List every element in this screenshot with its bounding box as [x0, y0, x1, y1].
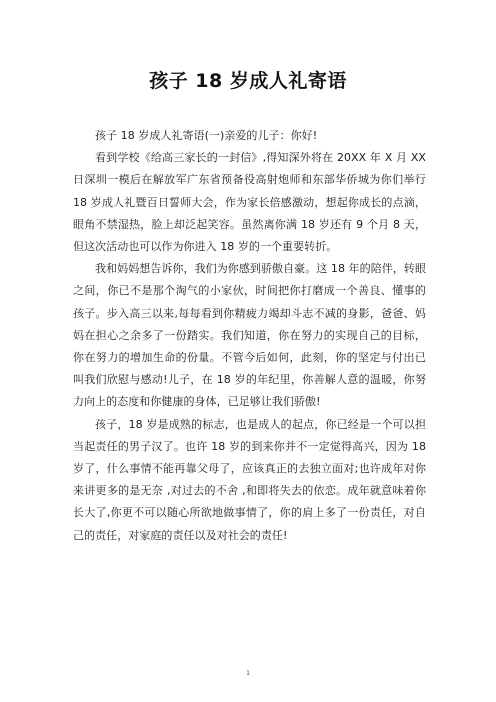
document-body [73, 125, 426, 547]
paragraph-responsibility: 孩子，18 岁是成熟的标志，也是成人的起点，你已经是一个可以担当起责任的男子汉了。也许 18 岁的到来你并不一定觉得高兴，因为 18 岁了，什么事情不能再靠父母了，应该真正的去独立面对;也许成年对你来讲更多的是无奈 ,对过去的不舍 ,和即将失去的依恋。成年就意味着你长大了,你更不可以随心所欲地做事情了，你的肩上多了一份责任，对自己的责任，对家庭的责任以及对社会的责任! [73, 417, 426, 542]
paragraph-greeting: 孩子 18 岁成人礼寄语(一)亲爱的儿子：你好! [95, 129, 318, 142]
paragraph-pride: 我和妈妈想告诉你，我们为你感到骄傲自豪。这 18 年的陪伴，转眼之间，你已不是那个淘气的小家伙，时间把你打磨成一个善良、懂事的孩子。步入高三以来,每每看到你精疲力竭却斗志不减的身影，爸爸、妈妈在担心之余多了一份踏实。我们知道，你在努力的实现自己的目标，你在努力的增加生命的份量。不管今后如何，此刻，你的坚定与付出已叫我们欣慰与感动!儿子，在 18 岁的年纪里，你善解人意的温暖，你努力向上的态度和你健康的身体，已足够让我们骄傲! [73, 262, 426, 409]
paragraph-school-letter: 看到学校《给高三家长的一封信》,得知深外将在 20XX 年 X 月 XX 日深圳一模后在解放军广东省预备役高射炮师和东部华侨城为你们举行 18 岁成人礼暨百日誓师大会，作为家长倍感激动，想起你成长的点滴，眼角不禁湿热，脸上却泛起笑容。虽然离你满 18 岁还有 9 个月 8 天，但这次活动也可以作为你进入 18 岁的一个重要转折。 [73, 151, 426, 254]
document-title: 孩子 18 岁成人礼寄语 [149, 70, 347, 92]
page-number: 1 [246, 670, 250, 677]
